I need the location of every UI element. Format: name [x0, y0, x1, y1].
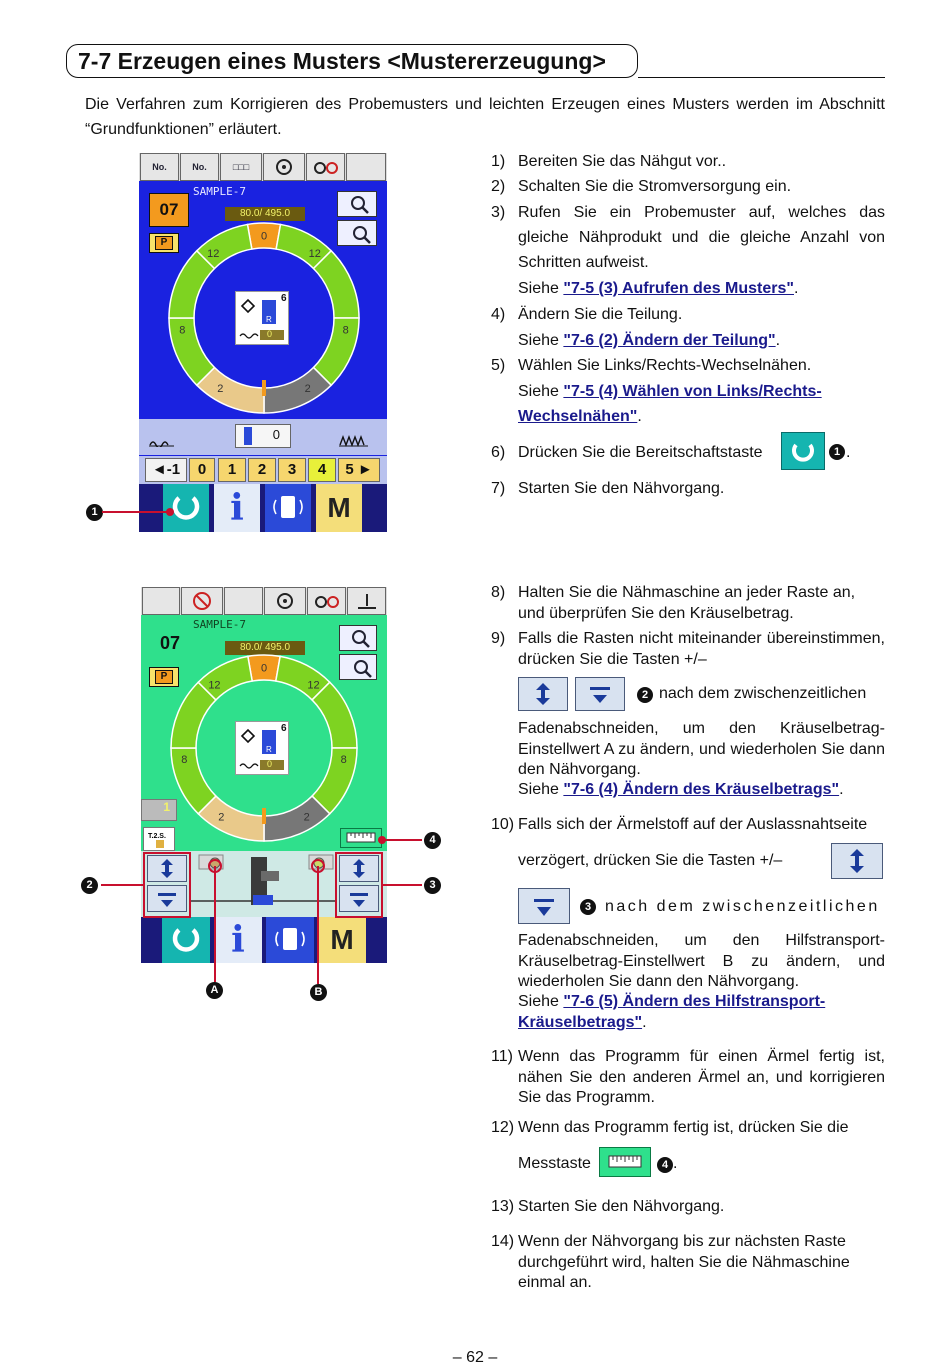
- step-7: 7) Starten Sie den Nähvorgang.: [491, 480, 725, 497]
- step-10-cont2: nach dem zwischenzeitlichen: [605, 898, 880, 915]
- callout-4-inline: 4: [657, 1157, 673, 1173]
- p-key[interactable]: P: [149, 233, 179, 253]
- minus-icon: [519, 889, 569, 923]
- communication-icon: [265, 484, 311, 532]
- svg-text:T.2.S.: T.2.S.: [148, 833, 166, 840]
- heading-rule: [638, 77, 885, 78]
- pitch-display[interactable]: 0: [235, 424, 291, 448]
- step-10-cont: verzögert, drücken Sie die Tasten +/–: [518, 852, 783, 869]
- callout-1-line: [100, 500, 180, 530]
- ready-icon: [782, 433, 824, 469]
- pitch-short-icon: [149, 435, 175, 447]
- step-key-4[interactable]: 4: [308, 458, 336, 482]
- plus-key-inline-3[interactable]: [831, 843, 883, 879]
- svg-text:R: R: [266, 315, 272, 324]
- ring-label-right: 8: [340, 754, 347, 767]
- needle-position-marker: [262, 380, 266, 396]
- ring-label-right: 8: [342, 324, 349, 337]
- step-key-0[interactable]: 0: [189, 458, 215, 482]
- ref-line-9: Siehe "7-6 (4) Ändern des Kräuselbetrags".: [518, 781, 844, 798]
- ring-label-lower-left: 2: [217, 382, 224, 395]
- step-10-body: Fadenabschneiden, um den Hilfstransport-Kräuselbetrag-Einstellwert B zu ändern, und wiederholen Sie dann den Nähvorgang.: [518, 932, 885, 990]
- step-edit-key[interactable]: □□□: [220, 153, 262, 181]
- link-7-5-3[interactable]: "7-5 (3) Aufrufen des Musters": [563, 280, 794, 297]
- minus-key-inline-3[interactable]: [518, 888, 570, 924]
- ring-label-upper-left: 12: [208, 679, 221, 692]
- step-5: 5) Wählen Sie Links/Rechts-Wechselnähen.: [491, 357, 812, 374]
- step-12-cont: Messtaste: [518, 1155, 591, 1172]
- step-key-row: [139, 456, 387, 484]
- info-key[interactable]: i: [214, 484, 260, 532]
- measure-key-inline[interactable]: [599, 1147, 651, 1177]
- side-value: 1: [141, 799, 177, 821]
- ring-label-top: 0: [260, 230, 268, 243]
- pattern-name: SAMPLE-7: [193, 185, 246, 198]
- mode-key-2[interactable]: M: [318, 917, 366, 963]
- minus-icon: [576, 678, 624, 710]
- ring-label-left: 8: [179, 324, 186, 337]
- step-key-2[interactable]: 2: [248, 458, 276, 482]
- callout-1: 1: [86, 504, 103, 521]
- callout-lines-2: [100, 820, 450, 1000]
- step-key-1[interactable]: 1: [218, 458, 246, 482]
- p-key-2[interactable]: P: [149, 667, 179, 687]
- step-1: 1) Bereiten Sie das Nähgut vor..: [491, 153, 727, 170]
- panel-1: [139, 153, 387, 532]
- step-next-key[interactable]: 5 ►: [338, 458, 380, 482]
- pattern-number-2: 07: [159, 633, 181, 653]
- step-2: 2) Schalten Sie die Stromversorgung ein.: [491, 178, 792, 195]
- ready-key-inline[interactable]: [781, 432, 825, 470]
- plus-icon: [832, 844, 882, 878]
- mode-key[interactable]: M: [316, 484, 362, 532]
- ref-line-4: Siehe "7-6 (2) Ändern der Teilung".: [518, 332, 781, 349]
- ring-label-upper-right: 12: [308, 247, 321, 260]
- ring-segment-left-lower: [169, 318, 215, 385]
- step-9-cont: nach dem zwischenzeitlichen: [659, 685, 867, 702]
- plus-key-inline-2[interactable]: [518, 677, 568, 711]
- pattern-no-key[interactable]: No.: [140, 153, 179, 181]
- step-6: 6) Drücken Sie die Bereitschaftstaste: [491, 444, 763, 461]
- callout-3: 3: [424, 877, 441, 894]
- ring-label-top: 0: [260, 662, 268, 675]
- ring-label-upper-right: 12: [307, 679, 320, 692]
- page-number: – 62 –: [452, 1349, 498, 1366]
- callout-3-inline: 3: [580, 899, 596, 915]
- ring-label-lower-right: 2: [304, 382, 311, 395]
- callout-2: 2: [81, 877, 98, 894]
- pattern-name-2: SAMPLE-7: [193, 618, 246, 631]
- link-7-6-2[interactable]: "7-6 (2) Ändern der Teilung": [563, 332, 776, 349]
- ref-line-5: Siehe "7-5 (4) Wählen von Links/Rechts-Wechselnähen".: [518, 383, 822, 425]
- callout-B: B: [310, 984, 327, 1001]
- pattern-number-badge[interactable]: 07: [149, 193, 189, 227]
- ref-line-10: Siehe "7-6 (5) Ändern des Hilfstransport-Kräuselbetrags".: [518, 993, 826, 1031]
- plus-icon: [519, 678, 567, 710]
- svg-text:R: R: [266, 745, 272, 754]
- step-9: 9) Falls die Rasten nicht miteinander übereinstimmen, drücken Sie die Tasten +/–: [491, 630, 885, 668]
- section-heading: 7-7 Erzeugen eines Musters <Mustererzeugung>: [78, 48, 606, 74]
- step-4: 4) Ändern Sie die Teilung.: [491, 306, 683, 323]
- step-8: 8) Halten Sie die Nähmaschine an jeder Raste an, und überprüfen Sie den Kräuselbetrag.: [491, 584, 856, 622]
- step-3: 3) Rufen Sie ein Probemuster auf, welches das gleiche Nähprodukt und die gleiche Anzahl von Schritten aufweist.: [491, 204, 885, 271]
- center-box-2[interactable]: R 6 0: [235, 721, 289, 775]
- length-readout: 80.0/ 495.0: [225, 207, 305, 221]
- link-7-6-4[interactable]: "7-6 (4) Ändern des Kräuselbetrags": [563, 781, 840, 798]
- length-readout-2: 80.0/ 495.0: [225, 641, 305, 655]
- ring-label-upper-left: 12: [207, 247, 220, 260]
- callout-4: 4: [424, 832, 441, 849]
- ring-segment-right-upper: [313, 251, 359, 318]
- minus-key-inline-2[interactable]: [575, 677, 625, 711]
- ring-label-left: 8: [181, 754, 188, 767]
- step-prev-key[interactable]: ◄-1: [145, 458, 187, 482]
- intro-paragraph: Die Verfahren zum Korrigieren des Probemusters und leichten Erzeugen eines Musters werden im Abschnitt “Grundfunktionen” erläutert.: [85, 96, 885, 138]
- link-7-5-4[interactable]: "7-5 (4) Wählen von Links/Rechts-Wechselnähen": [518, 383, 822, 425]
- callout-1-inline: 1: [829, 444, 845, 460]
- callout-2-inline: 2: [637, 687, 653, 703]
- center-box[interactable]: R 6 0: [235, 291, 289, 345]
- link-7-6-5[interactable]: "7-6 (5) Ändern des Hilfstransport-Kräuselbetrags": [518, 993, 826, 1031]
- ring-label-lower-right: 2: [303, 811, 310, 824]
- step-9-body: Fadenabschneiden, um den Kräuselbetrag-Einstellwert A zu ändern, und wiederholen Sie dann den Nähvorgang.: [518, 720, 885, 778]
- step-key-3[interactable]: 3: [278, 458, 306, 482]
- callout-A: A: [206, 982, 223, 999]
- pattern-no-edit-key[interactable]: No.: [180, 153, 219, 181]
- ruler-icon: [600, 1148, 650, 1176]
- ring-label-lower-left: 2: [218, 811, 225, 824]
- pitch-strip: [139, 419, 387, 455]
- info-key-2[interactable]: i: [214, 917, 262, 963]
- ref-line-3: Siehe "7-5 (3) Aufrufen des Musters".: [518, 280, 799, 297]
- communication-key[interactable]: [265, 484, 311, 532]
- pitch-long-icon: [339, 433, 369, 447]
- ring-segment-lower-right: [264, 367, 331, 413]
